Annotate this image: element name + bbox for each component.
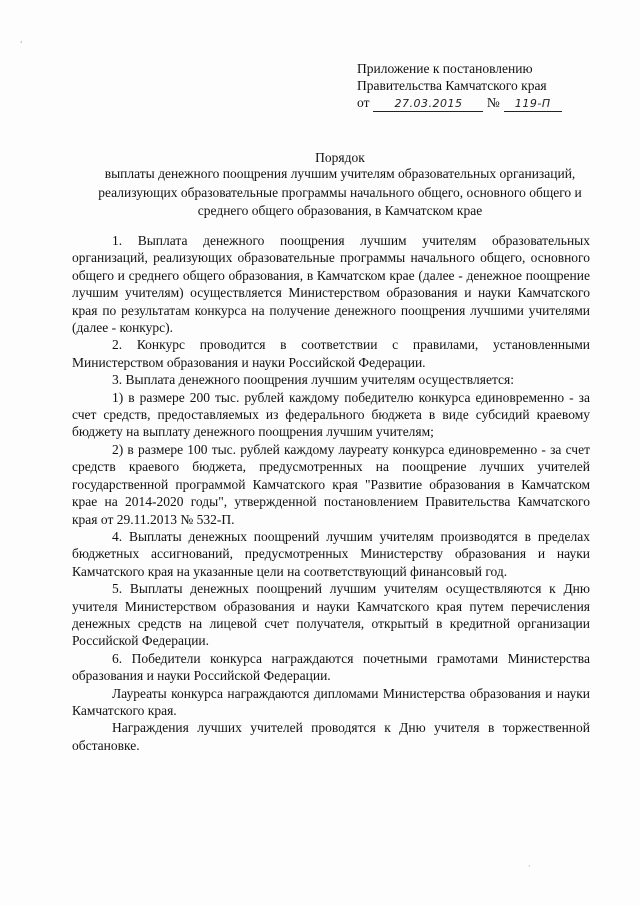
number-label: №: [486, 95, 500, 110]
paragraph-awards: Награждения лучших учителей проводятся к Дню учителя в торжественной обстановке.: [72, 720, 590, 753]
appendix-header: [357, 60, 617, 112]
handwritten-date: 27.03.2015: [394, 97, 463, 110]
paragraph-2: 2. Конкурс проводится в соответствии с правилами, установленными Министерством образования и науки Российской Федерации.: [72, 337, 590, 370]
paragraph-3-item-1: 1) в размере 200 тыс. рублей каждому победителю конкурса единовременно - за счет средств, предоставляемых из федерального бюджета в виде субсидий краевому бюджету на выплату денежного поощрения лучшим учителям;: [72, 389, 590, 440]
from-label: от: [357, 95, 370, 110]
scan-mark: ·: [528, 862, 531, 871]
scan-mark: ʻ: [20, 40, 23, 49]
paragraph-4: 4. Выплаты денежных поощрений лучшим учителям производятся в пределах бюджетных ассигнований, предусмотренных Министерству образования и науки Камчатского края на указанные цели на соответствующий финансовый год.: [72, 528, 590, 579]
paragraph-3-item-2: 2) в размере 100 тыс. рублей каждому лауреату конкурса единовременно - за счет средств краевого бюджета, предусмотренных на поощрение лучших учителей государственной программой Камчатского края "Развитие образования в Камчатском крае на 2014-2020 годы", утвержденной постановлением Правительства Камчатского края от 29.11.2013 № 532-П.: [72, 441, 590, 527]
header-line-2: Правительства Камчатского края: [357, 78, 547, 93]
paragraph-6: 6. Победители конкурса награждаются почетными грамотами Министерства образования и науки Российской Федерации.: [72, 650, 590, 684]
handwritten-number: 119-П: [514, 97, 551, 110]
paragraph-3: 3. Выплата денежного поощрения лучшим учителям осуществляется:: [112, 372, 514, 388]
document-body: [72, 232, 590, 754]
paragraph-laureates: Лауреаты конкурса награждаются дипломами Министерства образования и науки Камчатского края.: [72, 685, 590, 718]
date-field: [373, 97, 483, 112]
document-title: Порядок: [315, 150, 365, 165]
document-subtitle: выплаты денежного поощрения лучшим учителям образовательных организаций, реализующих образовательные программы начального общего, основного общего и среднего общего образования, в Камчатском крае: [98, 166, 582, 218]
header-line-1: Приложение к постановлению: [357, 61, 533, 76]
paragraph-5: 5. Выплаты денежных поощрений лучшим учителям осуществляются к Дню учителя Министерством образования и науки Камчатского края путем перечисления денежных средств на лицевой счет получателя, открытый в кредитной организации Российской Федерации.: [72, 581, 590, 649]
header-line-3: [357, 94, 617, 112]
number-field: [504, 97, 562, 112]
paragraph-1: 1. Выплата денежного поощрения лучшим учителям образовательных организаций, реализующих образовательные программы начального общего, основного общего и среднего общего образования, в Камчатском крае (далее - денежное поощрение лучшим учителям) осуществляется Министерством образования и науки Камчатского края по результатам конкурса на получение денежного поощрения лучшими учителями (далее - конкурс).: [72, 233, 590, 336]
